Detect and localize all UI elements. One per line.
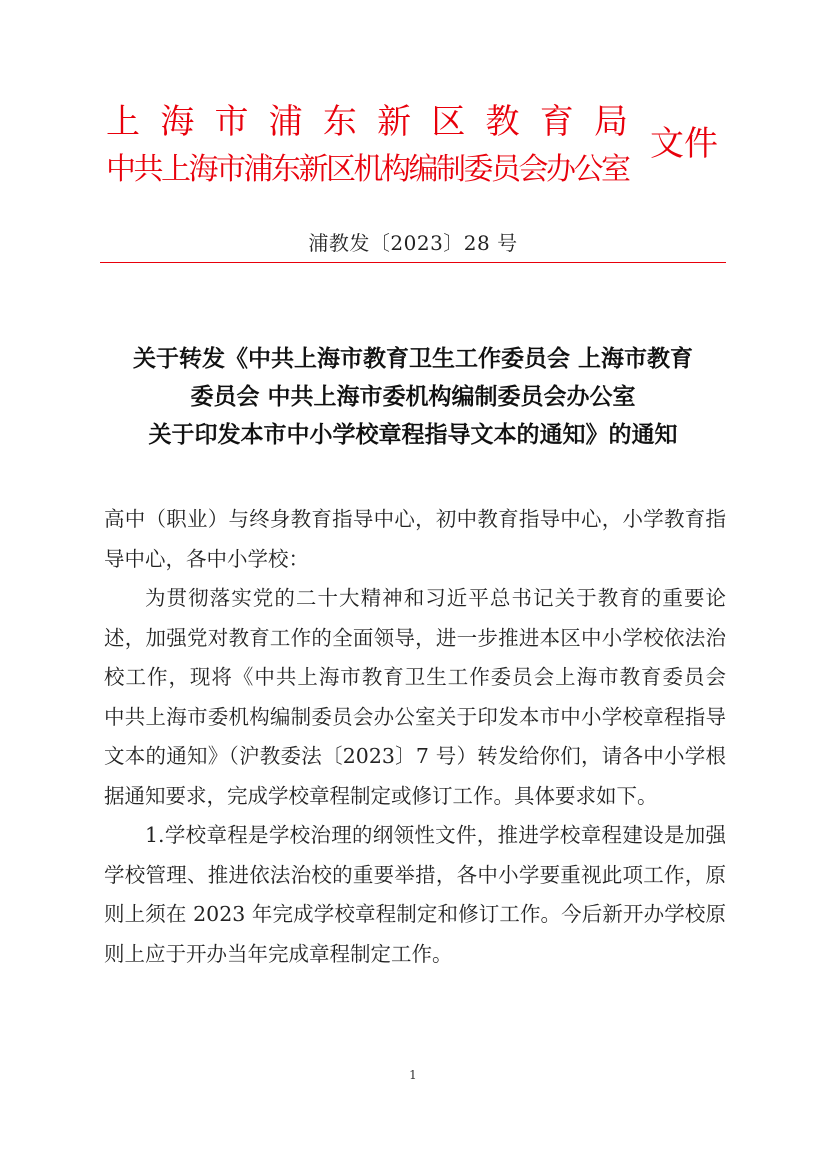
issuing-org-education-bureau <box>106 100 628 144</box>
document-title <box>80 340 746 454</box>
org-char: 海 <box>160 102 195 142</box>
header-divider <box>100 262 726 263</box>
document-number: 浦教发〔2023〕28 号 <box>308 231 518 255</box>
org-char: 教 <box>485 102 520 142</box>
org-char: 市 <box>214 102 249 142</box>
page-number: 1 <box>409 1068 417 1082</box>
title-line-2: 委员会 中共上海市委机构编制委员会办公室 <box>190 384 636 410</box>
org-char: 新 <box>377 102 412 142</box>
title-line-1: 关于转发《中共上海市教育卫生工作委员会 上海市教育 <box>132 346 693 372</box>
org-char: 区 <box>431 102 466 142</box>
org-char: 浦 <box>268 102 303 142</box>
org-char: 上 <box>106 102 140 142</box>
title-line-3: 关于印发本市中小学校章程指导文本的通知》的通知 <box>148 422 678 448</box>
org-char: 育 <box>539 102 574 142</box>
org-char: 局 <box>593 102 628 142</box>
issuing-org-staffing-office: 中共上海市浦东新区机构编制委员会办公室 <box>106 152 629 187</box>
body-paragraph-2: 1.学校章程是学校治理的纲领性文件，推进学校章程建设是加强学校管理、推进依法治校的重要举措，各中小学要重视此项工作，原则上须在 2023 年完成学校章程制定和修订工作。今后新开办学校原则上应于开办当年完成章程制定工作。 <box>104 823 726 966</box>
body-paragraph-1: 为贯彻落实党的二十大精神和习近平总书记关于教育的重要论述，加强党对教育工作的全面领导，进一步推进本区中小学校依法治校工作，现将《中共上海市教育卫生工作委员会上海市教育委员会 中共上海市委机构编制委员会办公室关于印发本市中小学校章程指导文本的通知》（沪教委法〔2023〕7 号）转发给你们，请各中小学根据通知要求，完成学校章程制定或修订工作。具体要求如下。 <box>104 586 747 808</box>
addressee: 高中（职业）与终身教育指导中心，初中教育指导中心，小学教育指导中心，各中小学校： <box>104 507 726 571</box>
document-type-label: 文件 <box>650 124 718 164</box>
document-body <box>104 500 747 974</box>
org-char: 东 <box>322 102 357 142</box>
